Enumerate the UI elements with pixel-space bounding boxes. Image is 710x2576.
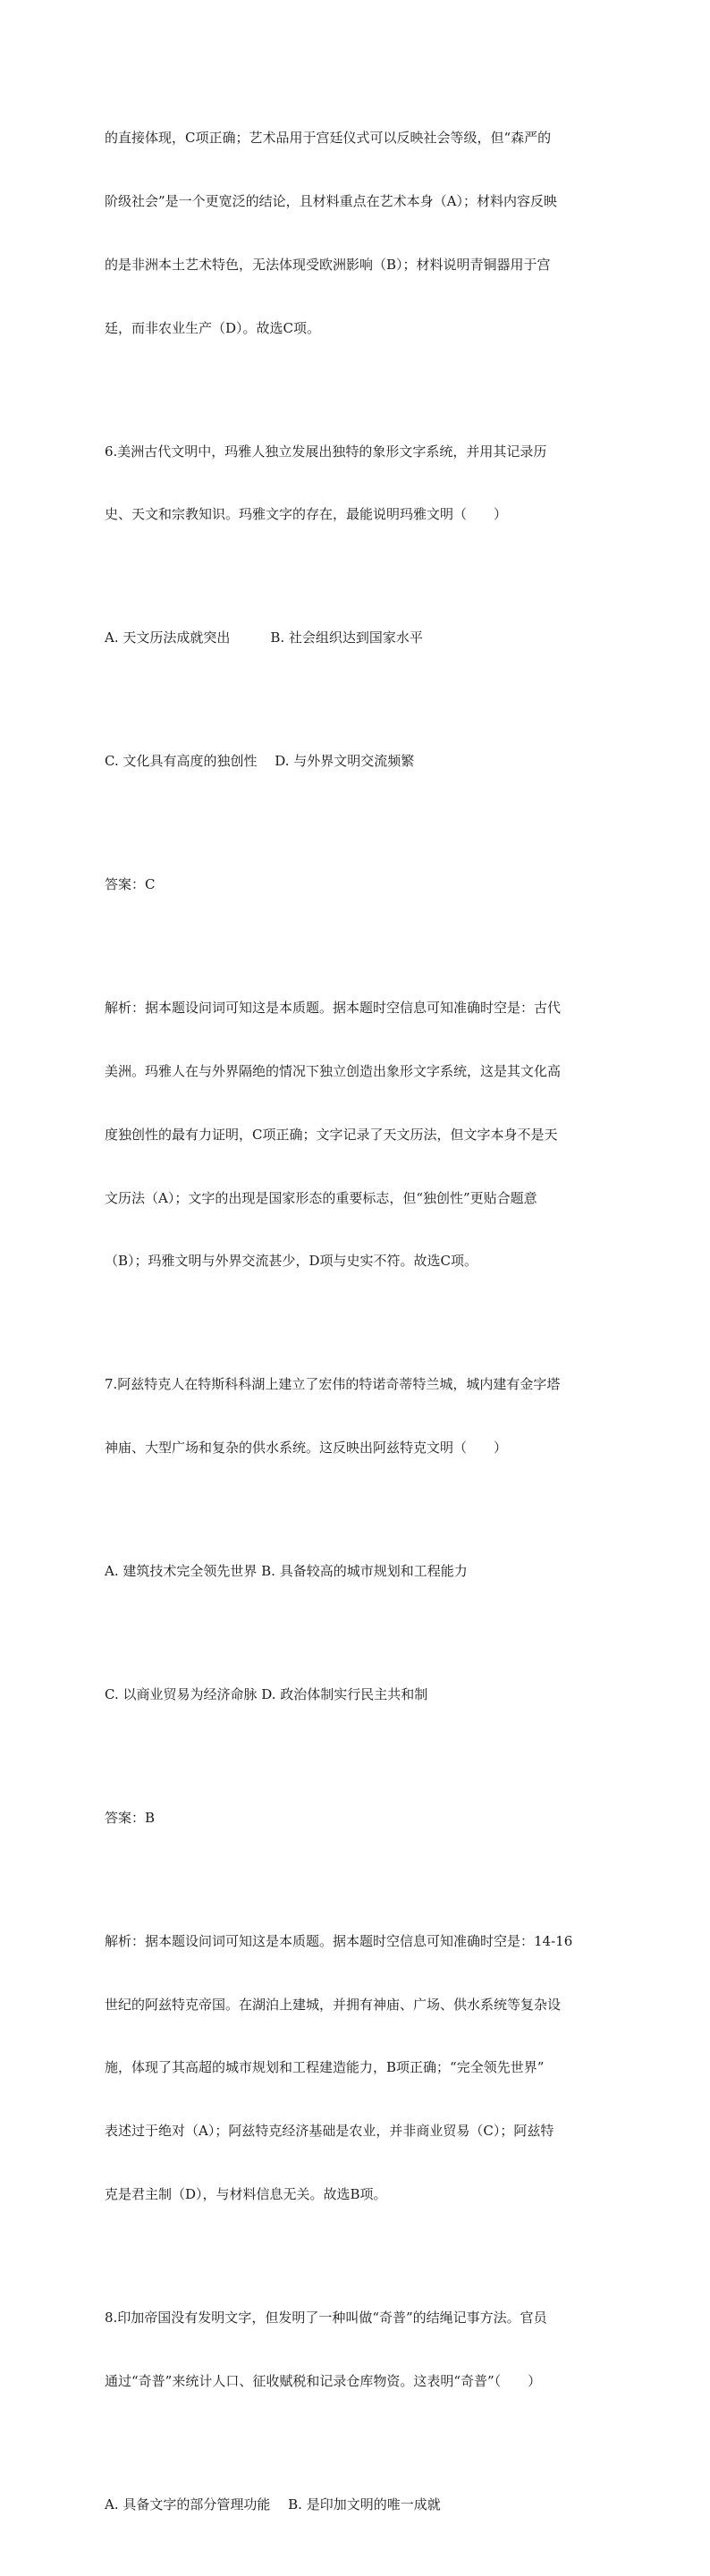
text-line: 史、天文和宗教知识。玛雅文字的存在，最能说明玛雅文明（ ） — [105, 506, 508, 523]
text-line: 的是非洲本土艺术特色，无法体现受欧洲影响（B）；材料说明青铜器用于宫 — [105, 256, 551, 273]
question-7-answer — [105, 1766, 605, 1871]
q5-analysis-tail — [105, 86, 605, 381]
text-line: （B）；玛雅文明与外界交流甚少，D项与史实不符。故选C项。 — [105, 1253, 478, 1270]
option-line: A. 天文历法成就突出 B. 社会组织达到国家水平 — [105, 629, 423, 646]
question-6-analysis — [105, 956, 605, 1314]
text-line: 文历法（A）；文字的出现是国家形态的重要标志，但“独创性”更贴合题意 — [105, 1189, 537, 1206]
question-8-options-ab — [105, 2453, 605, 2558]
text-line: 的直接体现，C项正确；艺术品用于宫廷仪式可以反映社会等级，但“森严的 — [105, 130, 552, 147]
text-line: 表述过于绝对（A）；阿兹特克经济基础是农业，并非商业贸易（C）；阿兹特 — [105, 2123, 554, 2140]
question-6-options-cd — [105, 709, 605, 815]
document-page — [105, 86, 605, 2576]
text-line: 施，体现了其高超的城市规划和工程建造能力，B项正确；“完全领先世界” — [105, 2059, 545, 2076]
question-8-stem — [105, 2266, 605, 2435]
text-line: 解析：据本题设问词可知这是本质题。据本题时空信息可知准确时空是：古代 — [105, 1000, 562, 1017]
text-line: 度独创性的最有力证明，C项正确；文字记录了天文历法，但文字本身不是天 — [105, 1126, 558, 1143]
question-6-options-ab — [105, 586, 605, 691]
question-7-options-ab — [105, 1519, 605, 1625]
option-line: C. 以商业贸易为经济命脉 D. 政治体制实行民主共和制 — [105, 1685, 428, 1702]
text-line: 世纪的阿兹特克帝国。在湖泊上建城，并拥有神庙、广场、供水系统等复杂设 — [105, 1996, 562, 2013]
text-line: 解析：据本题设问词可知这是本质题。据本题时空信息可知准确时空是：14-16 — [105, 1932, 573, 1949]
text-line: 通过“奇普”来统计人口、征收赋税和记录仓库物资。这表明“奇普”（ ） — [105, 2372, 542, 2389]
question-7-options-cd — [105, 1643, 605, 1748]
option-line: C. 文化具有高度的独创性 D. 与外界文明交流频繁 — [105, 753, 415, 770]
answer-line: 答案：C — [105, 876, 156, 893]
question-7-analysis — [105, 1889, 605, 2248]
text-line: 美洲。玛雅人在与外界隔绝的情况下独立创造出象形文字系统，这是其文化高 — [105, 1062, 562, 1079]
text-line: 阶级社会”是一个更宽泛的结论，且材料重点在艺术本身（A）；材料内容反映 — [105, 192, 558, 209]
text-line: 6.美洲古代文明中，玛雅人独立发展出独特的象形文字系统，并用其记录历 — [105, 443, 547, 460]
question-6-stem — [105, 399, 605, 568]
answer-line: 答案：B — [105, 1809, 156, 1826]
option-line: A. 建筑技术完全领先世界 B. 具备较高的城市规划和工程能力 — [105, 1563, 468, 1579]
text-line: 8.印加帝国没有发明文字，但发明了一种叫做“奇普”的结绳记事方法。官员 — [105, 2310, 547, 2326]
question-6-answer — [105, 832, 605, 938]
question-7-stem — [105, 1332, 605, 1501]
option-line: A. 具备文字的部分管理功能 B. 是印加文明的唯一成就 — [105, 2496, 441, 2513]
text-line: 克是君主制（D），与材料信息无关。故选B项。 — [105, 2186, 387, 2203]
text-line: 廷，而非农业生产（D）。故选C项。 — [105, 319, 321, 336]
text-line: 7.阿兹特克人在特斯科科湖上建立了宏伟的特诺奇蒂特兰城，城内建有金字塔 — [105, 1376, 561, 1393]
text-line: 神庙、大型广场和复杂的供水系统。这反映出阿兹特克文明（ ） — [105, 1440, 508, 1457]
